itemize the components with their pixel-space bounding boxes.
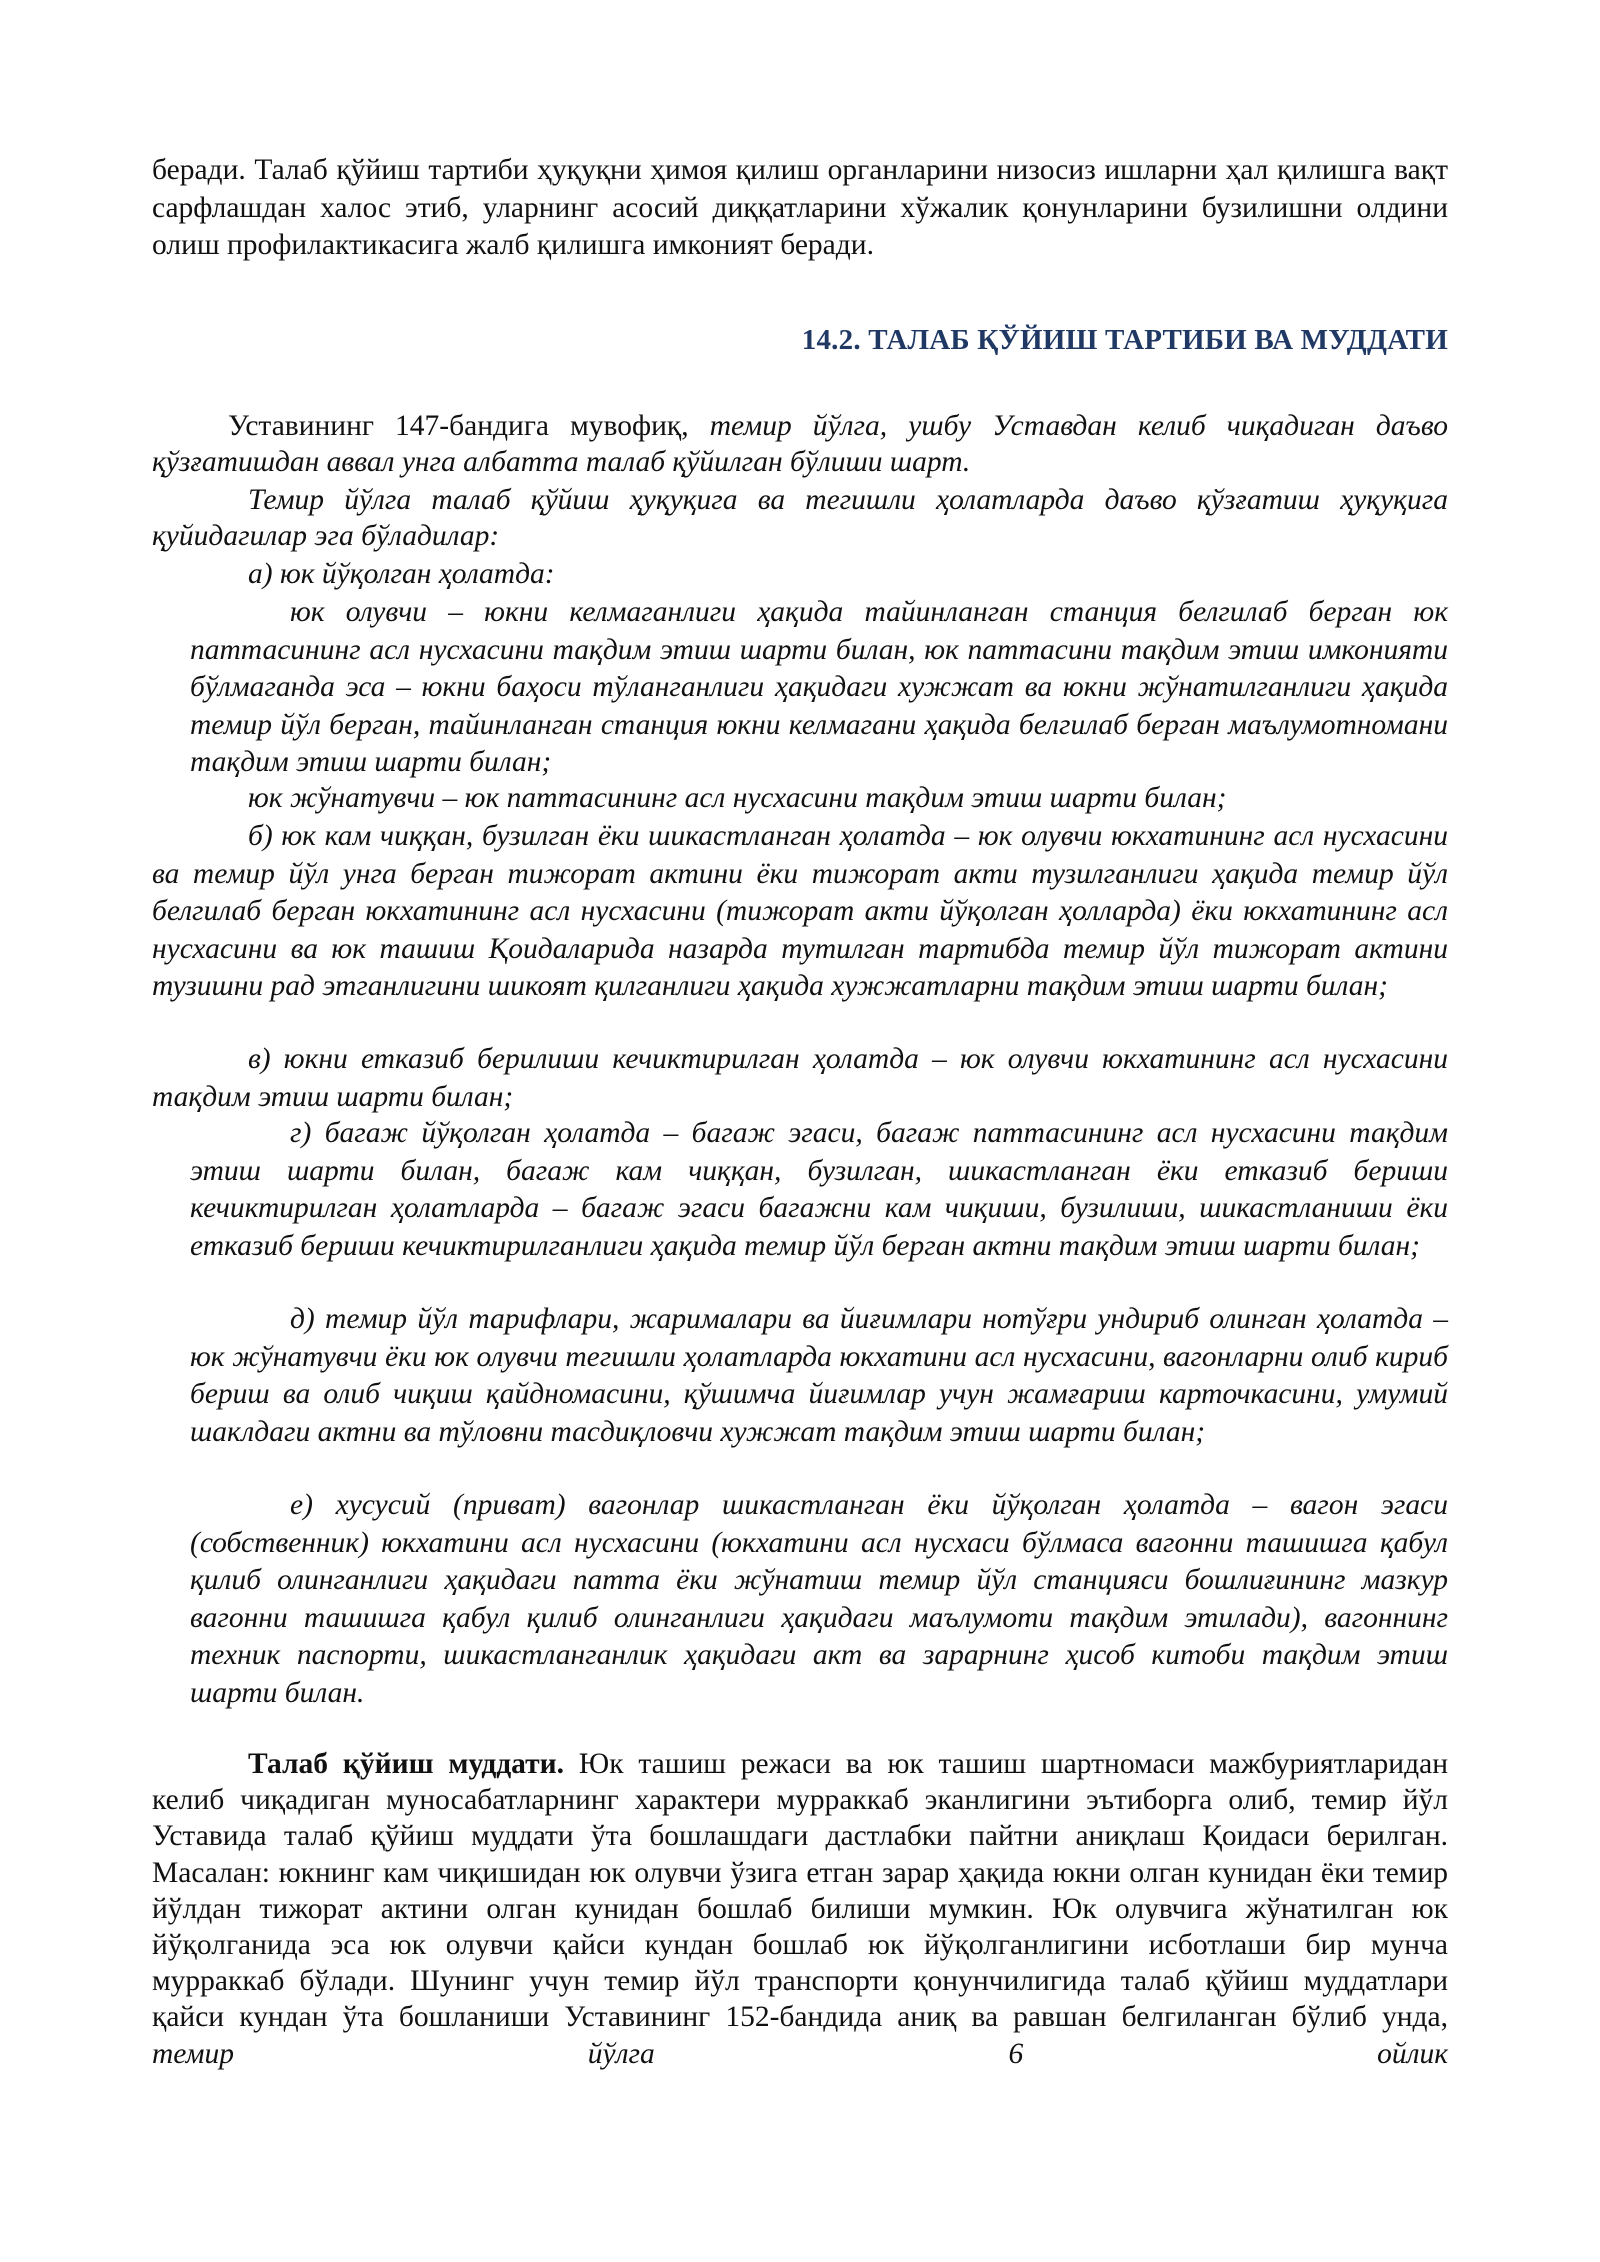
paragraph-rights-holders: Темир йўлга талаб қўйиш ҳуқуқига ва тегишли ҳолатларда даъво қўзғатиш ҳуқуқига қуйидагилар эга бўладилар: [152,484,1448,552]
item-e: е) хусусий (приват) вагонлар шикастланган ёки йўқолган ҳолатда – вагон эгаси (собственник) юкхатини асл нусхасини (юкхатини асл нусхаси бўлмаса вагонни ташишга қабул қилиб олинганлиги ҳақидаги патта ёки жўнатиш темир йўл станцияси бошлиғининг мазкур вагонни ташишга қабул қилиб олинганлиги ҳақидаги маълумоти тақдим этилади), вагоннинг техник паспорти, шикастланганлик ҳақидаги акт ва зарарнинг ҳисоб китоби тақдим этиш шарти билан. [190,1489,1448,1709]
item-d: д) темир йўл тарифлари, жарималари ва йиғимлари нотўғри ундириб олинган ҳолатда – юк жўнатувчи ёки юк олувчи тегишли ҳолатларда юкхатини асл нусхасини, вагонларни олиб кириб бериш ва олиб чиқиш қайдномасини, қўшимча йиғимлар учун жамғариш карточкасини, умумий шаклдаги актни ва тўловни тасдиқловчи хужжат тақдим этиш шарти билан; [190,1303,1448,1448]
paragraph-ustav-147-italic: темир йўлга, ушбу Уставдан келиб чиқадиган даъво қўзғатишдан аввал унга албатта талаб қўйилган бўлиши шарт. [152,410,1448,478]
section-heading: 14.2. ТАЛАБ ҚЎЙИШ ТАРТИБИ ВА МУДДАТИ [801,324,1448,356]
item-b: б) юк кам чиққан, бузилган ёки шикастланган ҳолатда – юк олувчи юкхатининг асл нусхасини ва темир йўл унга берган тижорат актини ёки тижорат акти тузилганлиги ҳақида темир йўл белгилаб берган юкхатининг асл нусхасини (тижорат акти йўқолган ҳолларда) ёки юкхатининг асл нусхасини ва юк ташиш Қоидаларида назарда тутилган тартибда темир йўл тижорат актини тузишни рад этганлигини шикоят қилганлиги ҳақида хужжатларни тақдим этиш шарти билан; [152,820,1448,1002]
item-v: в) юкни етказиб берилиши кечиктирилган ҳолатда – юк олувчи юкхатининг асл нусхасини тақдим этиш шарти билан; [152,1043,1448,1113]
item-a-receiver: юк олувчи – юкни келмаганлиги ҳақида тайинланган станция белгилаб берган юк паттасининг асл нусхасини тақдим этиш шарти билан, юк паттасини тақдим этиш имконияти бўлмаганда эса – юкни баҳоси тўланганлиги ҳақидаги хужжат ва юкни жўнатилганлиги ҳақида темир йўл берган, тайинланган станция юкни келмагани ҳақида белгилаб берган маълумотномани тақдим этиш шарти билан; [190,596,1448,778]
item-a-title: а) юк йўқолган ҳолатда: [248,558,555,590]
item-a-sender: юк жўнатувчи – юк паттасининг асл нусхасини тақдим этиш шарти билан; [248,782,1227,814]
paragraph-ustav-147-lead: Уставининг 147-бандига мувофиқ, [228,410,710,442]
deadline-heading: Талаб қўйиш муддати. [248,1748,565,1780]
item-g: г) багаж йўқолган ҳолатда – багаж эгаси, багаж паттасининг асл нусхасини тақдим этиш шарти билан, багаж кам чиққан, бузилган, шикастланган ёки етказиб бериши кечиктирилган ҳолатларда – багаж эгаси багажни кам чиқиши, бузилиши, шикастланиши ёки етказиб бериши кечиктирилганлиги ҳақида темир йўл берган актни тақдим этиш шарти билан; [190,1117,1448,1262]
deadline-italic: темир йўлга 6 ойлик [152,2037,1448,2070]
intro-paragraph: беради. Талаб қўйиш тартиби ҳуқуқни ҳимоя қилиш органларини низосиз ишларни ҳал қилишга вақт сарфлашдан халос этиб, уларнинг асосий диққатларини хўжалик қонунларини бузилишни олдини олиш профилактикасига жалб қилишга имконият беради. [152,154,1448,261]
deadline-text: Юк ташиш режаси ва юк ташиш шартномаси мажбуриятларидан келиб чиқадиган муносабатларнинг характери мурраккаб эканлигини эътиборга олиб, темир йўл Уставида талаб қўйиш муддати ўта бошлашдаги дастлабки пайтни аниқлаш Қоидаси берилган. Масалан: юкнинг кам чиқишидан юк олувчи ўзига етган зарар ҳақида юкни олган кунидан ёки темир йўлдан тижорат актини олган кунидан бошлаб билиши мумкин. Юк олувчига жўнатилган юк йўқолганида эса юк олувчи қайси кундан бошлаб юк йўқолганлигини исботлаши бир мунча мурраккаб бўлади. Шунинг учун темир йўл транспорти қонунчилигида талаб қўйиш муддатлари қайси кундан ўта бошланиши Уставининг 152-бандида аниқ ва равшан белгиланган бўлиб унда, [152,1748,1448,2034]
paragraph-deadline [152,1746,1448,2072]
paragraph-ustav-147 [152,408,1448,480]
